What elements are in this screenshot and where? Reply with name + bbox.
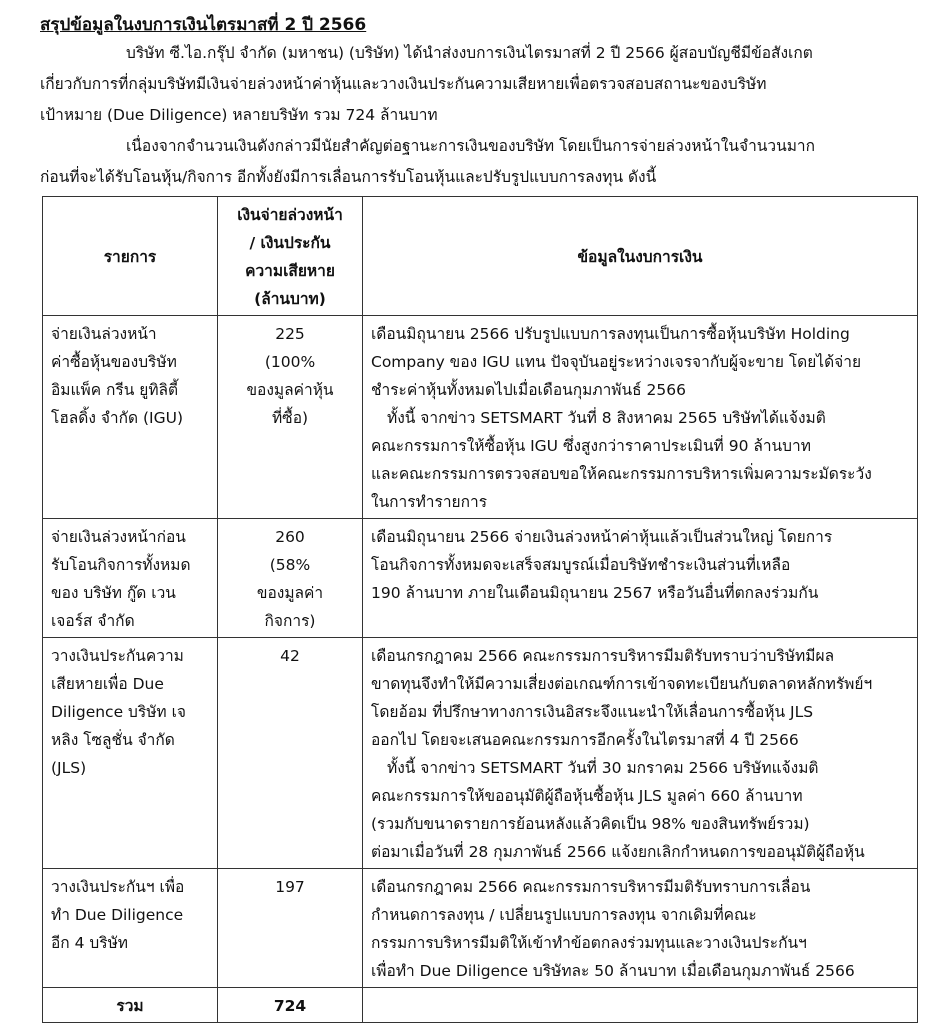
text-line: เนื่องจากจำนวนเงินดังกล่าวมีนัยสำคัญต่อฐานะการเงินของบริษัท โดยเป็นการจ่ายล่วงหน้าในจำนวนมาก bbox=[126, 137, 815, 155]
amount-cell bbox=[218, 519, 363, 638]
table-row bbox=[43, 869, 918, 988]
text-line: บริษัท ซี.ไอ.กรุ๊ป จำกัด (มหาชน) (บริษัท) ได้นำส่งงบการเงินไตรมาสที่ 2 ปี 2566 ผู้สอบบัญชีมีข้อสังเกต bbox=[126, 44, 813, 62]
intro-paragraphs bbox=[40, 38, 920, 193]
text-line: รับโอนกิจการทั้งหมด bbox=[51, 556, 191, 574]
summary-table bbox=[42, 196, 918, 1023]
text-line: (58% bbox=[269, 556, 311, 574]
text-line: โฮลดิ้ง จำกัด (IGU) bbox=[51, 409, 184, 427]
table-header-row bbox=[43, 197, 918, 316]
text-line: (รวมกับขนาดรายการย้อนหลังแล้วคิดเป็น 98% ของสินทรัพย์รวม) bbox=[371, 815, 810, 833]
text-line: ทั้งนี้ จากข่าว SETSMART วันที่ 30 มกราคม 2566 บริษัทแจ้งมติ bbox=[387, 759, 819, 777]
document-title: สรุปข้อมูลในงบการเงินไตรมาสที่ 2 ปี 2566 bbox=[40, 15, 367, 35]
text-line: กำหนดการลงทุน / เปลี่ยนรูปแบบการลงทุน จากเดิมที่คณะ bbox=[371, 906, 757, 924]
text-line: เกี่ยวกับการที่กลุ่มบริษัทมีเงินจ่ายล่วงหน้าค่าหุ้นและวางเงินประกันความเสียหายเพื่อตรวจสอบสถานะของบริษัท bbox=[40, 75, 767, 93]
table-row bbox=[43, 316, 918, 519]
table-row bbox=[43, 519, 918, 638]
info-cell bbox=[363, 638, 918, 869]
text-line: 260 bbox=[275, 528, 305, 546]
text-line: และคณะกรรมการตรวจสอบขอให้คณะกรรมการบริหารเพิ่มความระมัดระวัง bbox=[371, 465, 872, 483]
header-amount bbox=[218, 197, 363, 316]
item-cell bbox=[43, 519, 218, 638]
text-line: เดือนมิถุนายน 2566 ปรับรูปแบบการลงทุนเป็นการซื้อหุ้นบริษัท Holding bbox=[371, 325, 850, 343]
text-line: เดือนกรกฎาคม 2566 คณะกรรมการบริหารมีมติรับทราบว่าบริษัทมีผล bbox=[371, 647, 835, 665]
amount-cell bbox=[218, 869, 363, 988]
text-line: Diligence บริษัท เจ bbox=[51, 703, 186, 721]
text-line: เจอร์ส จำกัด bbox=[51, 612, 135, 630]
text-line: คณะกรรมการให้ขออนุมัติผู้ถือหุ้นซื้อหุ้น JLS มูลค่า 660 ล้านบาท bbox=[371, 787, 803, 805]
total-label: รวม bbox=[43, 988, 218, 1023]
header-item: รายการ bbox=[43, 197, 218, 316]
total-row bbox=[43, 988, 918, 1023]
info-cell bbox=[363, 316, 918, 519]
item-cell bbox=[43, 869, 218, 988]
text-line: หลิง โซลูชั่น จำกัด bbox=[51, 731, 175, 749]
text-line: ความเสียหาย bbox=[245, 262, 335, 280]
text-line: ทำ Due Diligence bbox=[51, 906, 184, 924]
text-line: ค่าซื้อหุ้นของบริษัท bbox=[51, 353, 177, 371]
text-line: เดือนกรกฎาคม 2566 คณะกรรมการบริหารมีมติรับทราบการเลื่อน bbox=[371, 878, 811, 896]
text-line: ต่อมาเมื่อวันที่ 28 กุมภาพันธ์ 2566 แจ้งยกเลิกกำหนดการขออนุมัติผู้ถือหุ้น bbox=[371, 843, 865, 861]
text-line: 42 bbox=[280, 647, 300, 665]
text-line: ออกไป โดยจะเสนอคณะกรรมการอีกครั้งในไตรมาสที่ 4 ปี 2566 bbox=[371, 731, 799, 749]
text-line: ขาดทุนจึงทำให้มีความเสี่ยงต่อเกณฑ์การเข้าจดทะเบียนกับตลาดหลักทรัพย์ฯ bbox=[371, 675, 873, 693]
text-line: ของมูลค่า bbox=[256, 584, 324, 602]
text-line: Company ของ IGU แทน ปัจจุบันอยู่ระหว่างเจรจากับผู้จะขาย โดยได้จ่าย bbox=[371, 353, 862, 371]
text-line: โอนกิจการทั้งหมดจะเสร็จสมบูรณ์เมื่อบริษัทชำระเงินส่วนที่เหลือ bbox=[371, 556, 791, 574]
text-line: ทั้งนี้ จากข่าว SETSMART วันที่ 8 สิงหาคม 2565 บริษัทได้แจ้งมติ bbox=[387, 409, 826, 427]
text-line: ของมูลค่าหุ้น bbox=[246, 381, 334, 399]
text-line: วางเงินประกันฯ เพื่อ bbox=[51, 878, 185, 896]
text-line: จ่ายเงินล่วงหน้า bbox=[51, 325, 157, 343]
text-line: 197 bbox=[275, 878, 305, 896]
amount-cell bbox=[218, 316, 363, 519]
text-line: กรรมการบริหารมีมติให้เข้าทำข้อตกลงร่วมทุนและวางเงินประกันฯ bbox=[371, 934, 807, 952]
total-amount: 724 bbox=[218, 988, 363, 1023]
text-line: เพื่อทำ Due Diligence บริษัทละ 50 ล้านบาท เมื่อเดือนกุมภาพันธ์ 2566 bbox=[371, 962, 855, 980]
text-line: อิมแพ็ค กรีน ยูทิลิตี้ bbox=[51, 381, 179, 399]
table-row bbox=[43, 638, 918, 869]
text-line: โดยอ้อม ที่ปรึกษาทางการเงินอิสระจึงแนะนำให้เลื่อนการซื้อหุ้น JLS bbox=[371, 703, 814, 721]
text-line: อีก 4 บริษัท bbox=[51, 934, 129, 952]
text-line: กิจการ) bbox=[264, 612, 316, 630]
text-line: 225 bbox=[275, 325, 305, 343]
text-line: ชำระค่าหุ้นทั้งหมดไปเมื่อเดือนกุมภาพันธ์ 2566 bbox=[371, 381, 686, 399]
text-line: จ่ายเงินล่วงหน้าก่อน bbox=[51, 528, 186, 546]
text-line: ในการทำรายการ bbox=[371, 493, 488, 511]
item-cell bbox=[43, 638, 218, 869]
text-line: เป้าหมาย (Due Diligence) หลายบริษัท รวม 724 ล้านบาท bbox=[40, 106, 438, 124]
text-line: (100% bbox=[264, 353, 316, 371]
text-line: (ล้านบาท) bbox=[254, 290, 326, 308]
info-cell bbox=[363, 519, 918, 638]
text-line: วางเงินประกันความ bbox=[51, 647, 184, 665]
info-cell bbox=[363, 869, 918, 988]
text-line: เสียหายเพื่อ Due bbox=[51, 675, 164, 693]
amount-cell bbox=[218, 638, 363, 869]
text-line: ที่ซื้อ) bbox=[271, 409, 309, 427]
header-info: ข้อมูลในงบการเงิน bbox=[363, 197, 918, 316]
text-line: เงินจ่ายล่วงหน้า bbox=[237, 206, 343, 224]
text-line: คณะกรรมการให้ซื้อหุ้น IGU ซึ่งสูงกว่าราคาประเมินที่ 90 ล้านบาท bbox=[371, 437, 811, 455]
text-line: เดือนมิถุนายน 2566 จ่ายเงินล่วงหน้าค่าหุ้นแล้วเป็นส่วนใหญ่ โดยการ bbox=[371, 528, 833, 546]
text-line: / เงินประกัน bbox=[249, 234, 331, 252]
item-cell bbox=[43, 316, 218, 519]
text-line: ของ บริษัท กู๊ด เวน bbox=[51, 584, 176, 602]
text-line: (JLS) bbox=[51, 759, 87, 777]
text-line: 190 ล้านบาท ภายในเดือนมิถุนายน 2567 หรือวันอื่นที่ตกลงร่วมกัน bbox=[371, 584, 819, 602]
total-info-empty bbox=[363, 988, 918, 1023]
text-line: ก่อนที่จะได้รับโอนหุ้น/กิจการ อีกทั้งยังมีการเลื่อนการรับโอนหุ้นและปรับรูปแบบการลงทุน ดังนี้ bbox=[40, 168, 657, 186]
